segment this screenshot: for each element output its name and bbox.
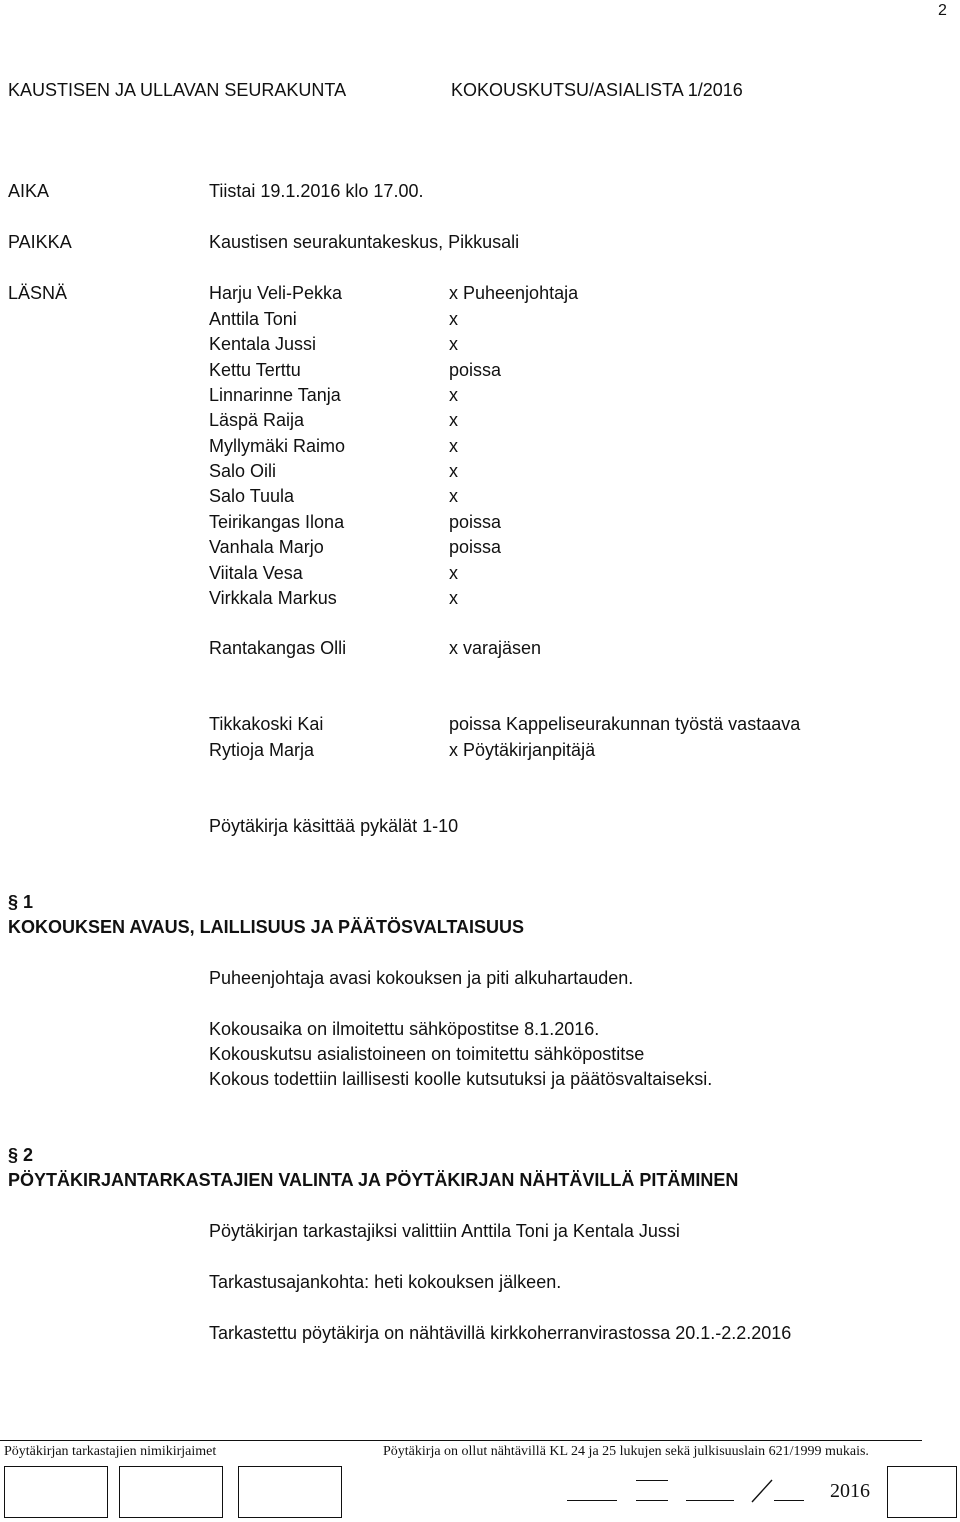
other-name: Tikkakoski Kai xyxy=(209,714,324,734)
initials-box[interactable] xyxy=(4,1466,108,1518)
slash-mark xyxy=(750,1478,774,1504)
member-status: x xyxy=(449,410,458,430)
section-paragraph: Pöytäkirjan tarkastajiksi valittiin Anttila Toni ja Kentala Jussi xyxy=(209,1221,680,1241)
member-status: x xyxy=(449,461,458,481)
member-status: x xyxy=(449,385,458,405)
footer-left-label: Pöytäkirjan tarkastajien nimikirjaimet xyxy=(4,1444,217,1459)
section-paragraph: Tarkastettu pöytäkirja on nähtävillä kirkkoherranvirastossa 20.1.-2.2.2016 xyxy=(209,1323,792,1343)
member-name: Virkkala Markus xyxy=(209,588,337,608)
member-name: Anttila Toni xyxy=(209,309,297,329)
scope-text: Pöytäkirja käsittää pykälät 1-10 xyxy=(209,816,459,836)
deputy-status: x varajäsen xyxy=(449,638,542,658)
member-name: Myllymäki Raimo xyxy=(209,436,346,456)
footer-year: 2016 xyxy=(830,1480,870,1502)
initials-box[interactable] xyxy=(119,1466,223,1518)
initials-box[interactable] xyxy=(887,1466,957,1518)
section-title: KOKOUKSEN AVAUS, LAILLISUUS JA PÄÄTÖSVALTAISUUS xyxy=(8,917,525,937)
member-status: x xyxy=(449,588,458,608)
other-name: Rytioja Marja xyxy=(209,740,315,760)
member-status: poissa xyxy=(449,537,502,557)
place-value: Kaustisen seurakuntakeskus, Pikkusali xyxy=(209,232,520,252)
time-label: AIKA xyxy=(8,181,50,201)
member-name: Kettu Terttu xyxy=(209,360,301,380)
member-name: Vanhala Marjo xyxy=(209,537,324,557)
member-status: poissa xyxy=(449,360,502,380)
other-status: x Pöytäkirjanpitäjä xyxy=(449,740,596,760)
section-paragraph: Kokous todettiin laillisesti koolle kutsutuksi ja päätösvaltaiseksi. xyxy=(209,1069,713,1089)
section-paragraph: Tarkastusajankohta: heti kokouksen jälkeen. xyxy=(209,1272,562,1292)
present-label: LÄSNÄ xyxy=(8,283,68,303)
member-name: Läspä Raija xyxy=(209,410,305,430)
member-status: x xyxy=(449,334,458,354)
other-status: poissa Kappeliseurakunnan työstä vastaava xyxy=(449,714,801,734)
document-title: KOKOUSKUTSU/ASIALISTA 1/2016 xyxy=(451,80,743,100)
member-name: Harju Veli-Pekka xyxy=(209,283,343,303)
section-title: PÖYTÄKIRJANTARKASTAJIEN VALINTA JA PÖYTÄKIRJAN NÄHTÄVILLÄ PITÄMINEN xyxy=(8,1170,739,1190)
member-name: Teirikangas Ilona xyxy=(209,512,345,532)
initials-box[interactable] xyxy=(238,1466,342,1518)
member-status: x xyxy=(449,563,458,583)
date-blank[interactable] xyxy=(636,1480,668,1481)
section-paragraph: Kokouskutsu asialistoineen on toimitettu sähköpostitse xyxy=(209,1044,645,1064)
member-name: Salo Oili xyxy=(209,461,277,481)
member-name: Salo Tuula xyxy=(209,486,295,506)
section-paragraph: Puheenjohtaja avasi kokouksen ja piti alkuhartauden. xyxy=(209,968,634,988)
date-blank[interactable] xyxy=(567,1500,617,1501)
deputy-name: Rantakangas Olli xyxy=(209,638,347,658)
place-label: PAIKKA xyxy=(8,232,72,252)
member-name: Kentala Jussi xyxy=(209,334,317,354)
member-name: Viitala Vesa xyxy=(209,563,303,583)
section-number: § 2 xyxy=(8,1145,34,1165)
section-paragraph: Kokousaika on ilmoitettu sähköpostitse 8.1.2016. xyxy=(209,1019,600,1039)
member-name: Linnarinne Tanja xyxy=(209,385,341,405)
member-status: x xyxy=(449,436,458,456)
member-status: x xyxy=(449,309,458,329)
member-status: poissa xyxy=(449,512,502,532)
member-status: x Puheenjohtaja xyxy=(449,283,579,303)
page-number: 2 xyxy=(938,2,947,19)
member-status: x xyxy=(449,486,458,506)
date-blank[interactable] xyxy=(774,1500,804,1501)
organization-title: KAUSTISEN JA ULLAVAN SEURAKUNTA xyxy=(8,80,347,100)
date-blank[interactable] xyxy=(686,1500,734,1501)
section-number: § 1 xyxy=(8,892,34,912)
date-blank[interactable] xyxy=(636,1500,668,1501)
time-value: Tiistai 19.1.2016 klo 17.00. xyxy=(209,181,424,201)
footer-divider xyxy=(0,1440,922,1441)
footer-right-label: Pöytäkirja on ollut nähtävillä KL 24 ja 25 lukujen sekä julkisuuslain 621/1999 mukais. xyxy=(383,1444,869,1459)
